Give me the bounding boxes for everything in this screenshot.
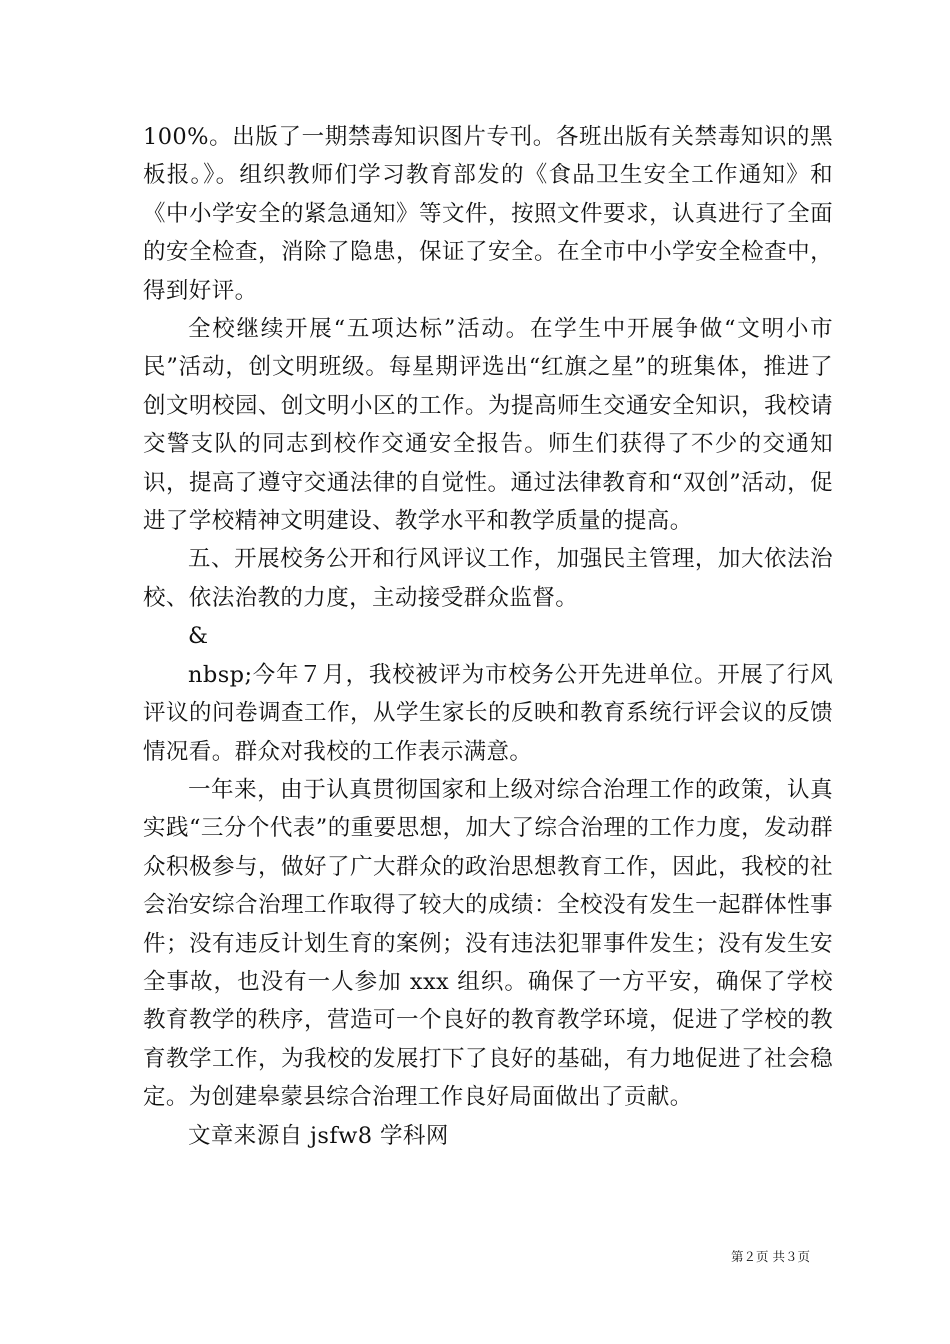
paragraph-five-standards: 全校继续开展“五项达标”活动。在学生中开展争做“文明小市民”活动，创文明班级。每星期评选出“红旗之星”的班集体，推进了创文明校园、创文明小区的工作。为提高师生交通安全知识，我校请交警支队的同志到校作交通安全报告。师生们获得了不少的交通知识，提高了遵守交通法律的自觉性。通过法律教育和“双创”活动，促进了学校精神文明建设、教学水平和教学质量的提高。 <box>143 316 833 535</box>
document-body <box>143 118 833 1155</box>
paragraph-stray-ampersand: & <box>188 623 209 650</box>
paragraph-section-five-heading: 五、开展校务公开和行风评议工作，加强民主管理，加大依法治校、依法治教的力度，主动接受群众监督。 <box>143 546 833 611</box>
paragraph-school-affairs-award: nbsp;今年７月，我校被评为市校务公开先进单位。开展了行风评议的问卷调查工作，从学生家长的反映和教育系统行评会议的反馈情况看。群众对我校的工作表示满意。 <box>143 661 833 765</box>
paragraph-source-note: 文章来源自 jsfw8 学科网 <box>188 1122 449 1149</box>
paragraph-year-summary: 一年来，由于认真贯彻国家和上级对综合治理工作的政策，认真实践“三分个代表”的重要思想，加大了综合治理的工作力度，发动群众积极参与，做好了广大群众的政治思想教育工作，因此，我校的社会治安综合治理工作取得了较大的成绩：全校没有发生一起群体性事件；没有违反计划生育的案例；没有违法犯罪事件发生；没有发生安全事故，也没有一人参加 xxx 组织。确保了一方平安，确保了学校教育教学的秩序，营造可一个良好的教育教学环境，促进了学校的教育教学工作，为我校的发展打下了良好的基础，有力地促进了社会稳定。为创建皋蒙县综合治理工作良好局面做出了贡献。 <box>143 776 833 1111</box>
page-number-footer: 第２页 共３页 <box>731 1249 810 1264</box>
paragraph-safety-check: 100%。出版了一期禁毒知识图片专刊。各班出版有关禁毒知识的黑板报。》。组织教师们学习教育部发的《食品卫生安全工作通知》和《中小学安全的紧急通知》等文件，按照文件要求，认真进行了全面的安全检查，消除了隐患，保证了安全。在全市中小学安全检查中，得到好评。 <box>143 124 833 304</box>
